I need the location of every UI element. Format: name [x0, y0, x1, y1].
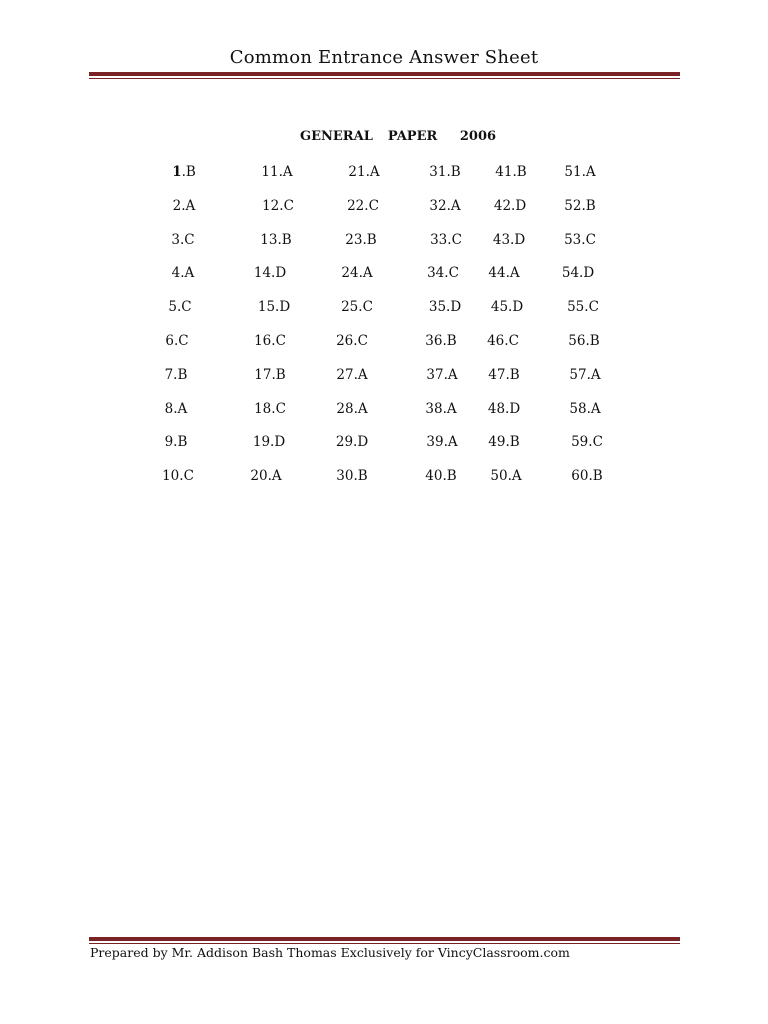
answer-cell: 51.A: [564, 164, 596, 180]
answer-cell: 42.D: [493, 198, 527, 214]
answer-cell: 55.C: [567, 299, 599, 315]
answer-cell: 57.A: [569, 367, 601, 383]
answer-cell: 25.C: [341, 299, 373, 315]
answer-cell: 50.A: [490, 468, 522, 484]
answer-cell: 21.A: [348, 164, 380, 180]
answer-cell: 24.A: [341, 265, 373, 281]
answer-cell: 39.A: [426, 434, 458, 450]
answer-cell: 52.B: [564, 198, 596, 214]
answer-cell: 22.C: [347, 198, 379, 214]
answer-cell: 11.A: [261, 164, 293, 180]
answer-cell: 38.A: [425, 401, 457, 417]
answer-cell: 49.B: [488, 434, 520, 450]
answer-cell: 45.D: [490, 299, 524, 315]
answer-cell: 17.B: [254, 367, 286, 383]
answer-cell: 33.C: [430, 232, 462, 248]
answer-cell: 27.A: [336, 367, 368, 383]
answer-cell: 47.B: [488, 367, 520, 383]
answer-cell: 8.A: [164, 401, 188, 417]
answer-cell: 60.B: [571, 468, 603, 484]
answer-cell: 3.C: [171, 232, 195, 248]
answer-cell: 12.C: [262, 198, 294, 214]
answer-cell: 6.C: [165, 333, 189, 349]
answer-cell: 19.D: [252, 434, 286, 450]
answer-cell: 23.B: [345, 232, 377, 248]
answer-cell: 18.C: [254, 401, 286, 417]
answer-cell: 40.B: [425, 468, 457, 484]
answer-cell: 53.C: [564, 232, 596, 248]
answer-cell: 5.C: [168, 299, 192, 315]
answer-cell: 34.C: [427, 265, 459, 281]
answer-cell: 44.A: [488, 265, 520, 281]
answer-cell: 16.C: [254, 333, 286, 349]
answer-cell: 54.D: [561, 265, 595, 281]
answer-cell: 10.C: [162, 468, 194, 484]
answer-cell: 29.D: [335, 434, 369, 450]
answer-cell: 46.C: [487, 333, 519, 349]
answer-cell: 41.B: [495, 164, 527, 180]
answer-cell: 1.B: [172, 164, 196, 180]
answer-cell: 31.B: [429, 164, 461, 180]
answer-cell: 32.A: [429, 198, 461, 214]
answer-cell: 20.A: [250, 468, 282, 484]
answer-cell: 37.A: [426, 367, 458, 383]
answer-cell: 35.D: [428, 299, 462, 315]
paper-title: GENERAL PAPER 2006: [300, 129, 497, 144]
answer-cell: 30.B: [336, 468, 368, 484]
answer-cell: 28.A: [336, 401, 368, 417]
answer-cell: 2.A: [172, 198, 196, 214]
answer-cell: 13.B: [260, 232, 292, 248]
answer-cell: 36.B: [425, 333, 457, 349]
answer-cell: 9.B: [164, 434, 188, 450]
answer-cell: 58.A: [569, 401, 601, 417]
answer-cell: 56.B: [568, 333, 600, 349]
answer-cell: 59.C: [571, 434, 603, 450]
answer-cell: 14.D: [253, 265, 287, 281]
answer-cell: 43.D: [492, 232, 526, 248]
footer-rule: [89, 937, 680, 944]
footer-credit: Prepared by Mr. Addison Bash Thomas Exclusively for VincyClassroom.com: [90, 945, 570, 960]
answer-cell: 7.B: [164, 367, 188, 383]
answer-cell: 26.C: [336, 333, 368, 349]
answer-cell: 4.A: [171, 265, 195, 281]
answer-cell: 15.D: [257, 299, 291, 315]
answer-cell: 48.D: [487, 401, 521, 417]
page-header-title: Common Entrance Answer Sheet: [229, 47, 539, 68]
